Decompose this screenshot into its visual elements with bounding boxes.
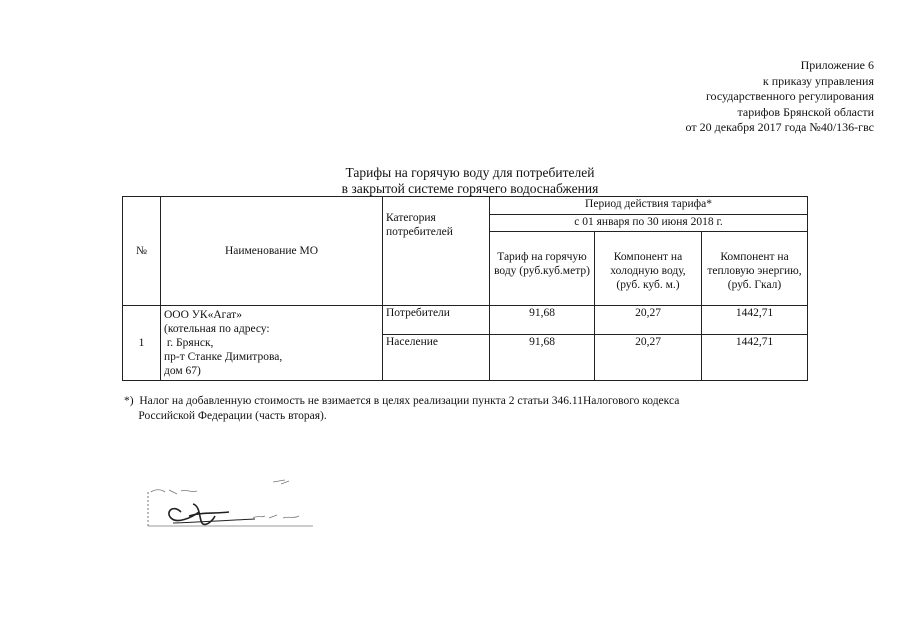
header-tariff: Тариф на горячую воду (руб.куб.метр) bbox=[490, 232, 595, 306]
header-period: Период действия тарифа* bbox=[490, 197, 808, 215]
header-period-range: с 01 января по 30 июня 2018 г. bbox=[490, 215, 808, 232]
tariff-value-population: 91,68 bbox=[490, 335, 595, 381]
appendix-authority-region: тарифов Брянской области bbox=[737, 104, 874, 119]
title-line-2: в закрытой системе горячего водоснабжения bbox=[341, 181, 599, 196]
header-mo-name: Наименование МО bbox=[161, 197, 383, 306]
appendix-header bbox=[544, 58, 874, 136]
heat-value-population: 1442,71 bbox=[702, 335, 808, 381]
appendix-authority: государственного регулирования bbox=[705, 89, 874, 103]
category-consumers: Потребители bbox=[383, 306, 490, 335]
tariff-value-consumers: 91,68 bbox=[490, 306, 595, 335]
header-heat-component: Компонент на тепловую энергию, (руб. Гкал) bbox=[702, 232, 808, 306]
appendix-number: Приложение 6 bbox=[800, 58, 874, 72]
document-title bbox=[250, 165, 690, 197]
signature-stamp bbox=[143, 478, 328, 538]
org-address-line-4: дом 67) bbox=[164, 365, 201, 377]
appendix-order-date: от 20 декабря 2017 года №40/136-гвс bbox=[685, 120, 874, 134]
organization-cell bbox=[161, 306, 383, 381]
org-address-line-2: г. Брянск, bbox=[164, 337, 214, 349]
tariff-table bbox=[122, 196, 808, 381]
footnote bbox=[124, 394, 744, 424]
header-category: Категория потребителей bbox=[383, 197, 490, 306]
cold-value-population: 20,27 bbox=[595, 335, 702, 381]
footnote-line-1: *) Налог на добавленную стоимость не взимается в целях реализации пункта 2 статьи 346.11Налогового кодекса bbox=[124, 395, 680, 407]
category-population: Население bbox=[383, 335, 490, 381]
org-address-line-3: пр-т Станке Димитрова, bbox=[164, 351, 283, 363]
footnote-line-2: Российской Федерации (часть вторая). bbox=[124, 410, 327, 422]
row-number: 1 bbox=[123, 306, 161, 381]
header-number: № bbox=[123, 197, 161, 306]
org-address-line-1: (котельная по адресу: bbox=[164, 323, 270, 335]
org-name: ООО УК«Агат» bbox=[164, 309, 242, 321]
heat-value-consumers: 1442,71 bbox=[702, 306, 808, 335]
cold-value-consumers: 20,27 bbox=[595, 306, 702, 335]
appendix-order-ref: к приказу управления bbox=[762, 73, 874, 88]
title-line-1: Тарифы на горячую воду для потребителей bbox=[345, 165, 595, 180]
header-cold-component: Компонент на холодную воду, (руб. куб. м.) bbox=[595, 232, 702, 306]
